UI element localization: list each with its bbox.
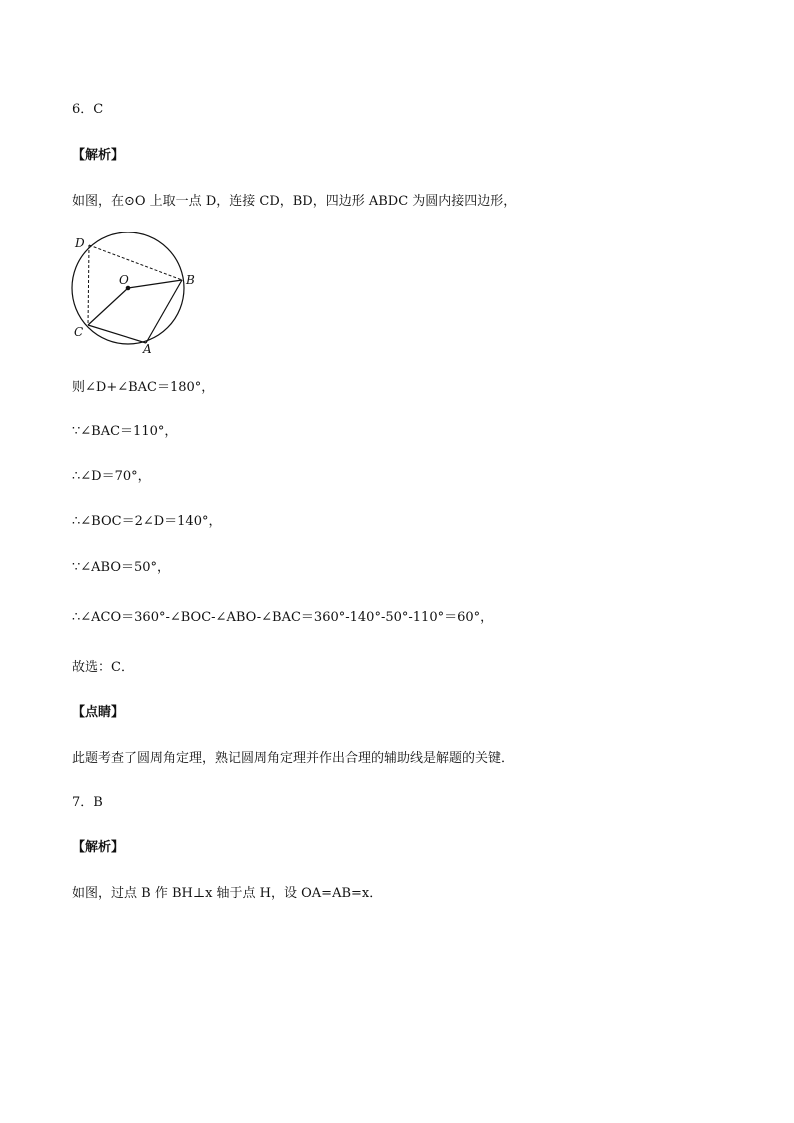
q7-analysis-header: 【解析】 [72, 840, 125, 855]
segment-oc [88, 288, 128, 325]
q6-comment: 此题考查了圆周角定理，熟记圆周角定理并作出合理的辅助线是解题的关键． [72, 751, 515, 766]
label-d: D [75, 236, 85, 250]
segment-db [89, 245, 182, 280]
label-o: O [119, 273, 129, 287]
segment-dc [88, 245, 89, 325]
segment-ab [146, 280, 182, 343]
q6-analysis-header: 【解析】 [72, 148, 125, 163]
segment-ob [128, 280, 182, 288]
q6-step-5: ∵∠ABO＝50°， [72, 560, 171, 575]
label-b: B [186, 273, 195, 287]
circle-figure [66, 232, 206, 357]
q6-step-4: ∴∠BOC＝2∠D＝140°， [72, 514, 222, 529]
q6-step-3: ∴∠D＝70°， [72, 469, 151, 484]
q6-intro: 如图，在⊙O 上取一点 D，连接 CD，BD，四边形 ABDC 为圆内接四边形， [72, 194, 517, 209]
q6-step-1: 则∠D+∠BAC＝180°， [72, 380, 215, 395]
label-a: A [143, 342, 152, 356]
q6-choice: 故选：C． [72, 660, 134, 675]
q6-comment-header: 【点睛】 [72, 705, 125, 720]
q7-intro: 如图，过点 B 作 BH⊥x 轴于点 H，设 OA=AB=x． [72, 886, 383, 901]
label-c: C [74, 325, 84, 339]
q7-answer: 7．B [72, 795, 103, 810]
q6-step-6: ∴∠ACO＝360°-∠BOC-∠ABO-∠BAC＝360°-140°-50°-110°＝60°， [72, 610, 494, 625]
q6-step-2: ∵∠BAC＝110°， [72, 424, 178, 439]
q6-answer: 6．C [72, 102, 104, 117]
